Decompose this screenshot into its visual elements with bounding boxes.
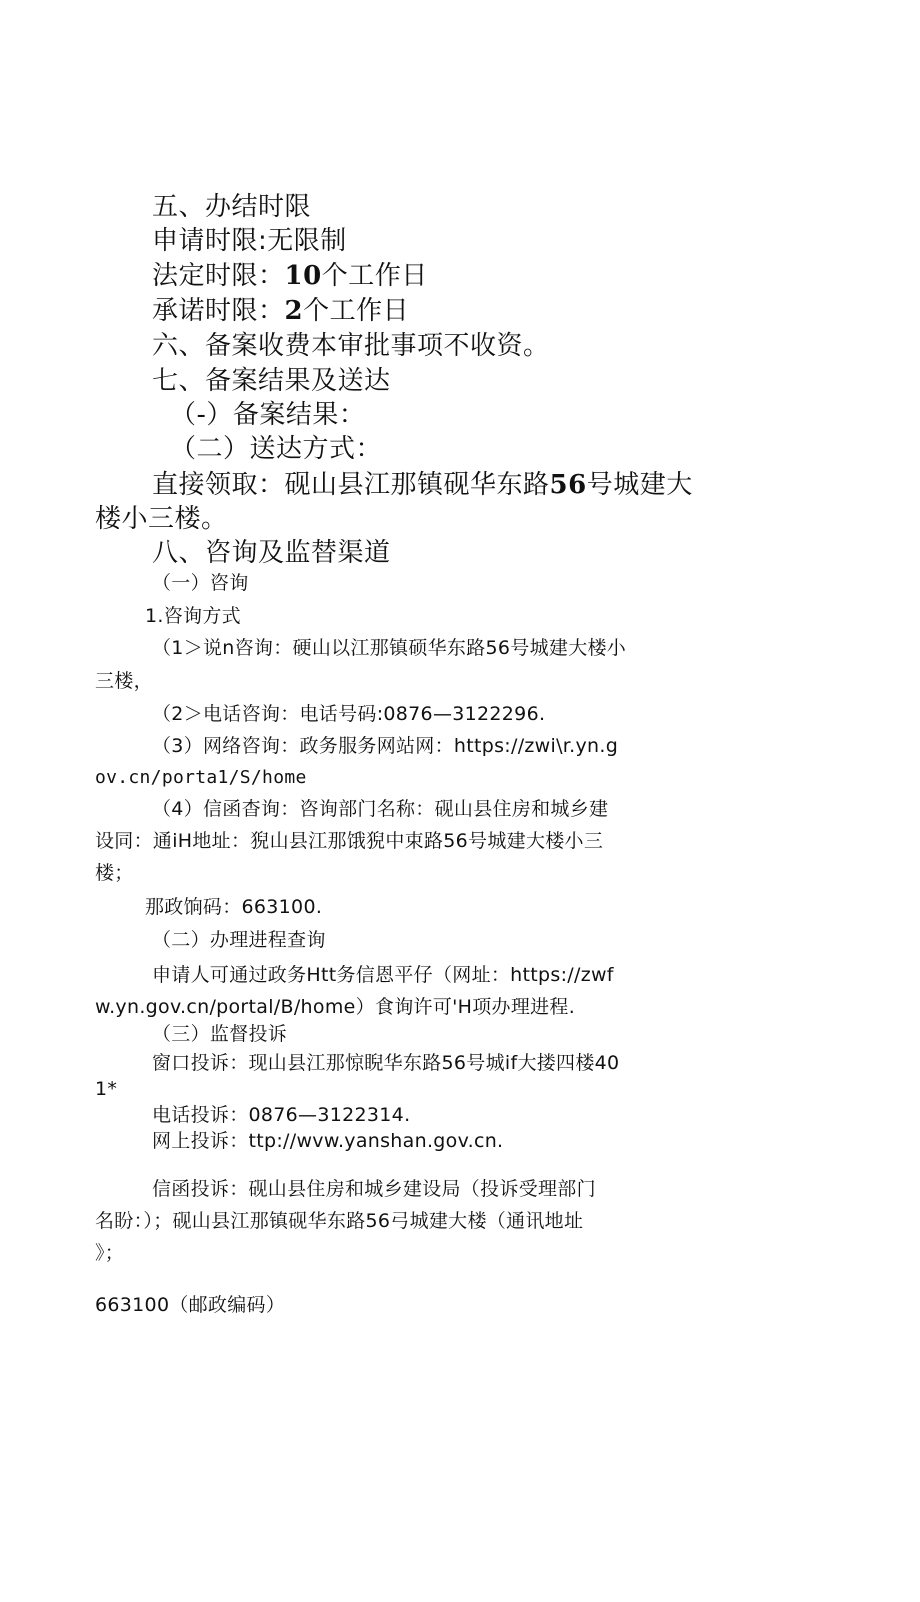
direct-pickup-text-2: 号城建大 — [586, 470, 693, 500]
filing-result-subheading: （-）备案结果： — [170, 400, 366, 430]
consult-item-4-line-1: （4）信函杳询：咨询部门名称：砚山县住房和城乡建 — [152, 798, 609, 820]
legal-time-unit: 个工作日 — [321, 261, 428, 291]
legal-time-number: 10 — [284, 261, 322, 291]
phone-complaint: 电话投诉：0876—3122314. — [152, 1104, 411, 1126]
direct-pickup-number: 56 — [549, 470, 587, 500]
consult-method: 1.咨询方式 — [145, 605, 241, 627]
legal-time-label: 法定时限： — [152, 261, 285, 291]
section-5-heading: 五、办结时限 — [152, 192, 312, 222]
delivery-method-subheading: （二）送达方式： — [170, 434, 383, 464]
consult-subheading: （一）咨询 — [152, 572, 249, 594]
section-7-heading: 七、备案结果及送达 — [152, 366, 391, 396]
online-complaint: 网上投诉：ttp://wvw.yanshan.gov.cn. — [152, 1130, 504, 1152]
consult-item-3-line-2: ov.cn/porta1/S/home — [95, 767, 307, 788]
section-6-fee: 六、备案收费本审批事项不收资。 — [152, 331, 550, 361]
progress-line-2: w.yn.gov.cn/portal/B/home）食询许可'H项办理进程. — [95, 996, 576, 1018]
apply-time-limit: 申请时限:无限制 — [152, 226, 347, 256]
legal-time-limit — [152, 263, 428, 289]
promise-time-limit — [152, 298, 409, 324]
letter-complaint-line-3: 》； — [95, 1242, 125, 1264]
consult-item-2-phone: （2＞电话咨询：电话号码:0876—3122296. — [152, 703, 546, 725]
letter-complaint-postcode: 663100（邮政编码） — [95, 1294, 286, 1316]
promise-time-unit: 个工作日 — [303, 296, 410, 326]
consult-item-3-line-1: （3）网络咨询：政务服务网站网：https://zwi\r.yn.g — [152, 735, 619, 757]
section-8-heading: 八、咨询及监替渠道 — [152, 538, 391, 568]
supervise-subheading: （三）监督投诉 — [152, 1023, 288, 1045]
window-complaint-line-1: 窗口投诉：现山县江那惊睨华东路56号城if大搂四楼40 — [152, 1052, 620, 1074]
letter-complaint-line-1: 信函投诉：砚山县住房和城乡建设局（投诉受理部门 — [152, 1178, 596, 1200]
progress-subheading: （二）办理进程查询 — [152, 929, 326, 951]
consult-item-1-line-1: （1＞说n咨询：硬山以江那镇硕华东路56号城建大楼小 — [152, 637, 627, 659]
window-complaint-line-2: 1* — [95, 1078, 118, 1100]
direct-pickup-text: 直接领取：砚山县江那镇砚华东路 — [152, 470, 550, 500]
consult-item-4-line-2: 设同：通iH地址：猊山县江那饿猊中束路56号城建大楼小三 — [95, 830, 604, 852]
letter-complaint-line-2: 名盼：）；砚山县江那镇砚华东路56弓城建大楼（通讯地址 — [95, 1210, 584, 1232]
direct-pickup-line-1 — [152, 472, 693, 498]
consult-item-1-line-2: 三楼， — [95, 670, 153, 692]
progress-line-1: 申请人可通过政务Htt务信恩平仔（网址：https://zwf — [152, 964, 614, 986]
direct-pickup-line-2: 楼小三楼。 — [95, 504, 228, 534]
consult-item-4-line-3: 楼； — [95, 862, 134, 884]
promise-time-label: 承诺时限： — [152, 296, 285, 326]
promise-time-number: 2 — [284, 296, 304, 326]
consult-postcode: 那政饷码：663100. — [145, 896, 323, 918]
